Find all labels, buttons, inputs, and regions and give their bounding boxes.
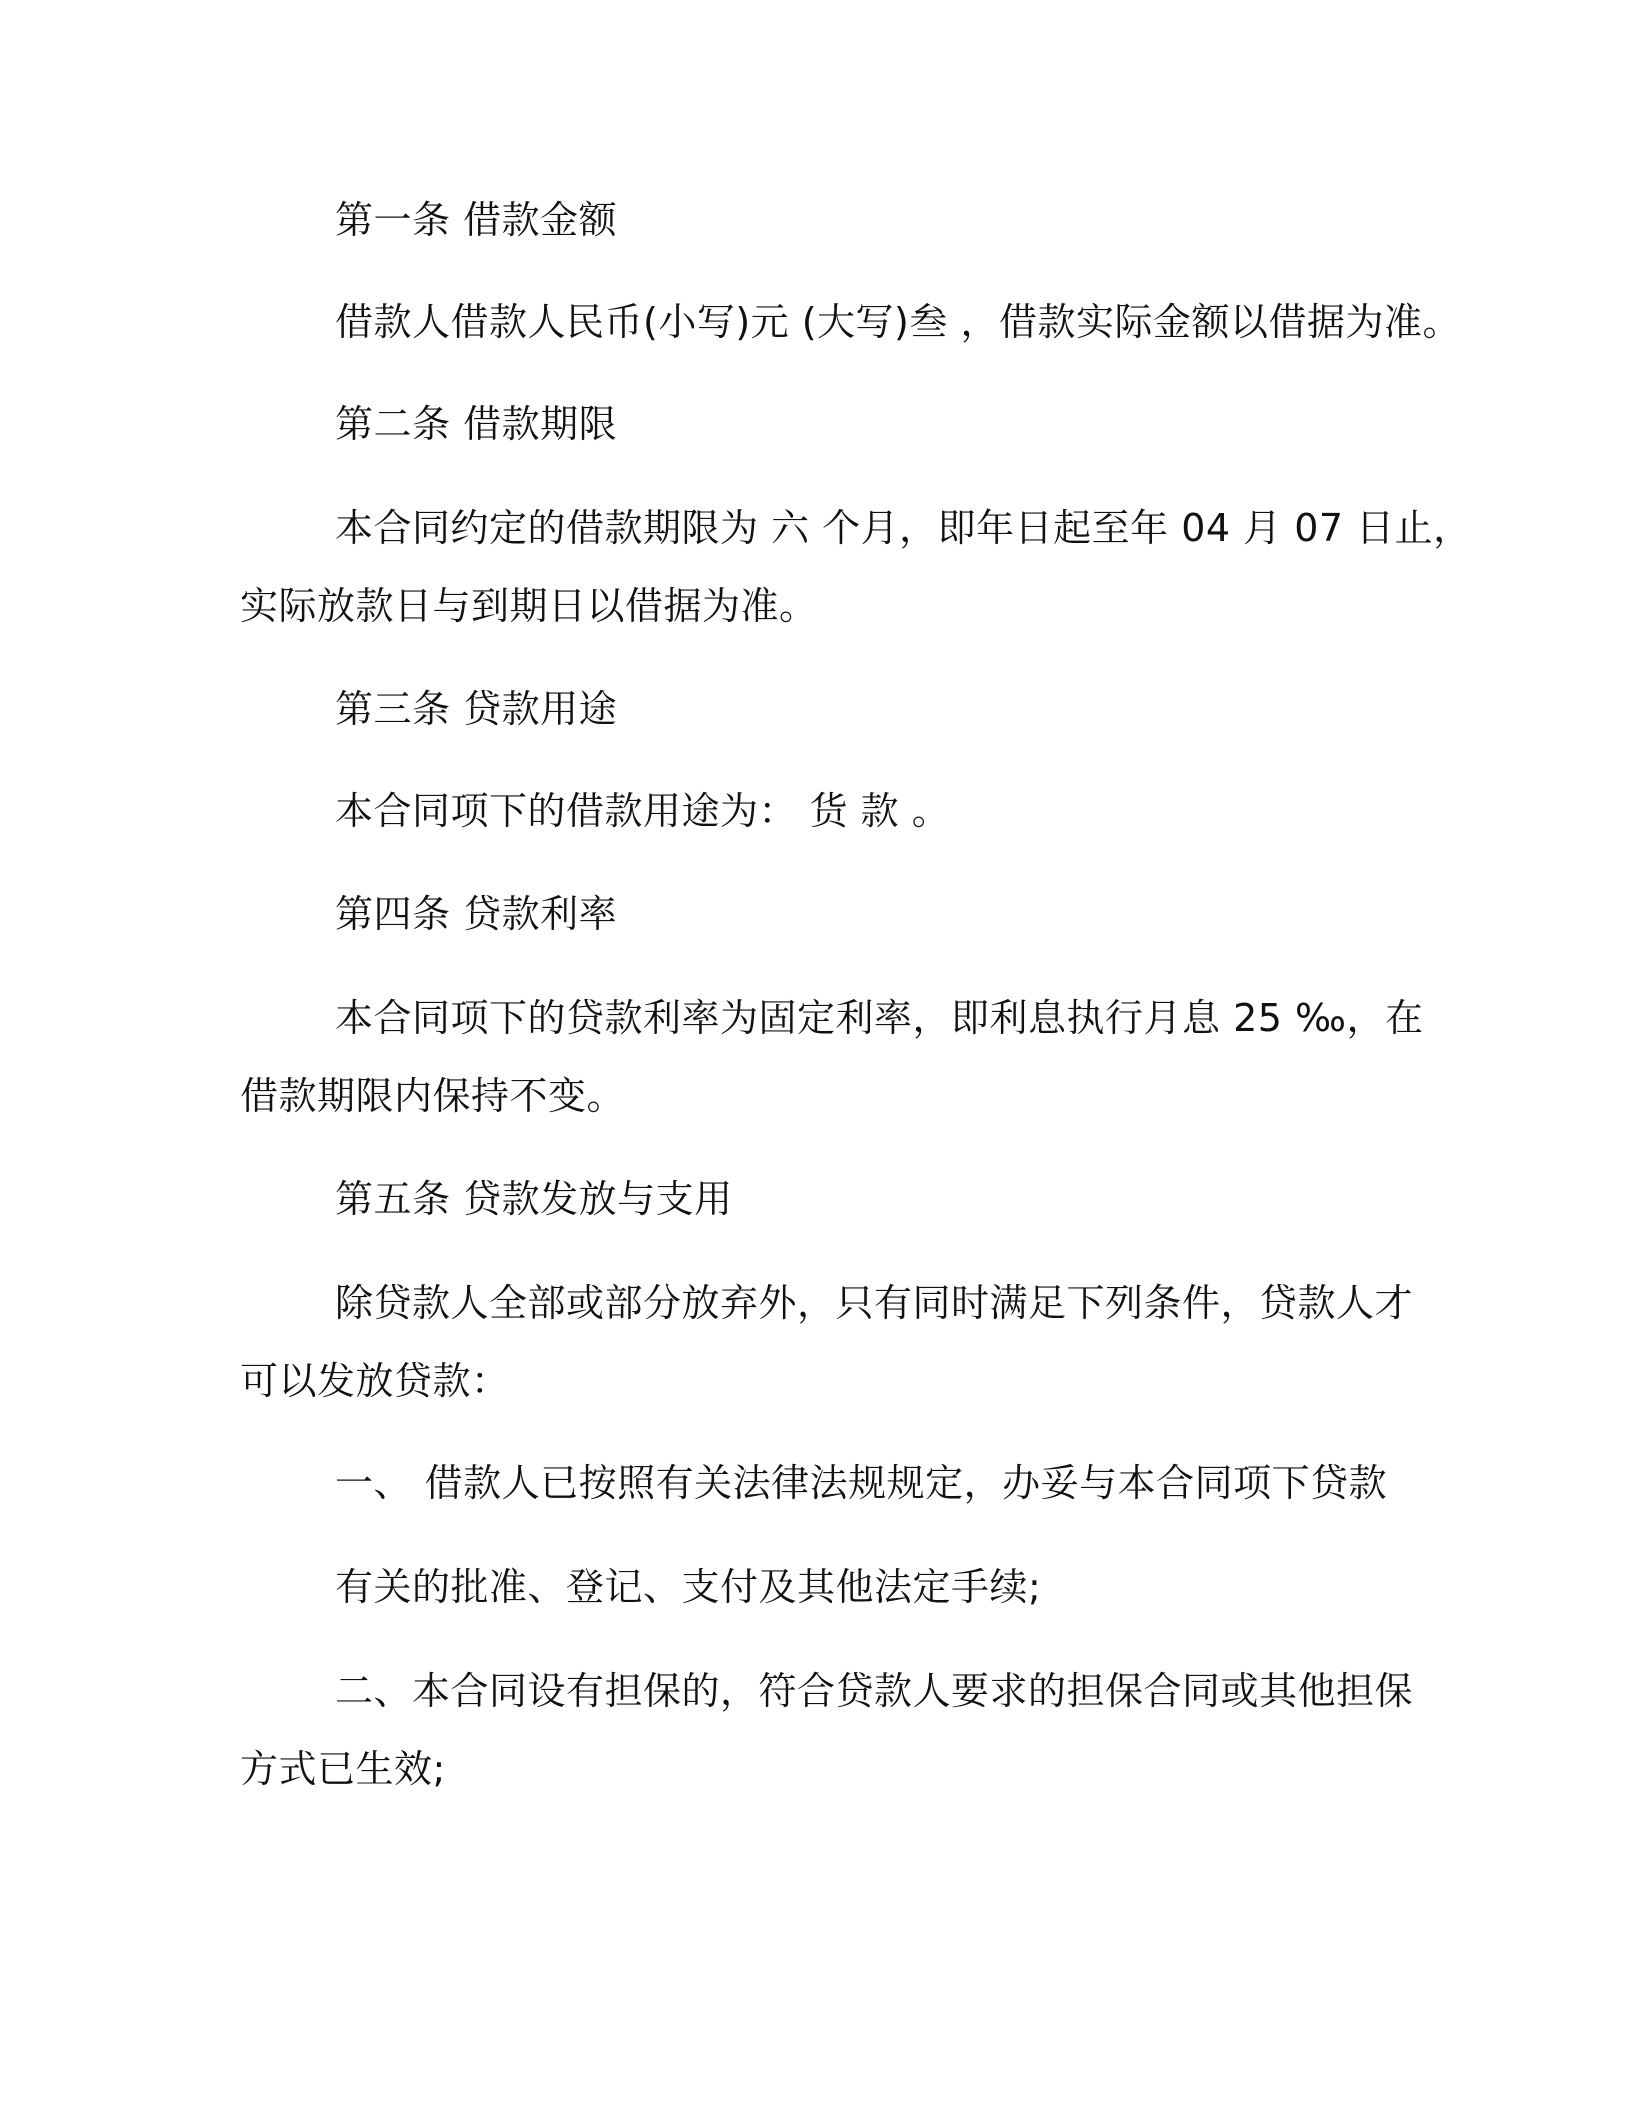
- article-4-heading: 第四条 贷款利率: [335, 892, 618, 936]
- article-5-body-line-2: 可以发放贷款：: [240, 1359, 510, 1403]
- article-1-body: 借款人借款人民币(小写)元 (大写)叁 ，借款实际金额以借据为准。: [335, 300, 1461, 344]
- condition-2-line-1: 二、本合同设有担保的，符合贷款人要求的担保合同或其他担保: [335, 1669, 1414, 1713]
- article-5-body-line-1: 除贷款人全部或部分放弃外，只有同时满足下列条件，贷款人才: [335, 1281, 1414, 1325]
- condition-2-line-2: 方式已生效;: [240, 1747, 446, 1791]
- article-3-body: 本合同项下的借款用途为： 货 款 。: [335, 789, 951, 833]
- article-2-heading: 第二条 借款期限: [335, 402, 618, 446]
- condition-1-line-1: 一、 借款人已按照有关法律法规规定，办妥与本合同项下贷款: [335, 1461, 1388, 1505]
- condition-1-line-2: 有关的批准、登记、支付及其他法定手续;: [335, 1565, 1042, 1609]
- article-1-heading: 第一条 借款金额: [335, 198, 618, 242]
- article-2-body-line-2: 实际放款日与到期日以借据为准。: [240, 584, 818, 628]
- article-2-body-line-1: 本合同约定的借款期限为 六 个月，即年日起至年 04 月 07 日止，: [335, 506, 1472, 550]
- article-3-heading: 第三条 贷款用途: [335, 687, 618, 731]
- article-4-body-line-2: 借款期限内保持不变。: [240, 1074, 626, 1118]
- article-5-heading: 第五条 贷款发放与支用: [335, 1177, 733, 1221]
- article-4-body-line-1: 本合同项下的贷款利率为固定利率，即利息执行月息 25 ‰，在: [335, 996, 1424, 1040]
